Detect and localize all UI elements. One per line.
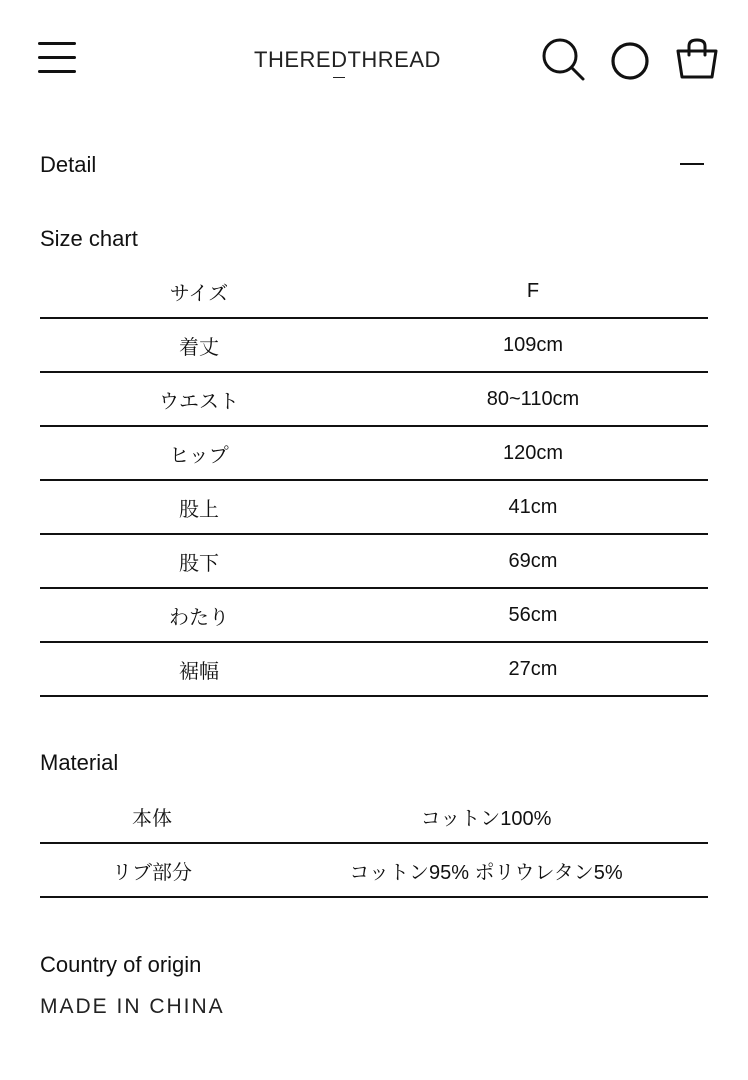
table-row: [40, 373, 708, 427]
table-row: [40, 266, 708, 319]
material-table: [40, 790, 708, 898]
size-value-cell: F: [526, 280, 540, 302]
hamburger-menu-icon[interactable]: [38, 40, 78, 74]
size-label-cell: サイズ: [169, 283, 229, 305]
size-value-cell: 56cm: [508, 603, 558, 626]
material-label-cell: 本体: [132, 807, 172, 830]
material-heading: Material: [40, 750, 119, 775]
table-row: [40, 535, 708, 589]
logo-text-suffix: THREAD: [347, 47, 441, 72]
minus-icon[interactable]: [680, 163, 704, 165]
material-value-cell: コットン95% ポリウレタン5%: [349, 861, 623, 884]
table-row: [40, 844, 708, 898]
table-row: [40, 481, 708, 535]
size-label-cell: ウエスト: [159, 390, 239, 413]
shopping-bag-icon[interactable]: [674, 37, 720, 81]
size-label-cell: 裾幅: [179, 660, 219, 683]
account-circle-icon[interactable]: [609, 40, 651, 82]
site-logo[interactable]: [254, 47, 494, 77]
size-value-cell: 120cm: [502, 441, 564, 464]
country-of-origin-value: MADE IN CHINA: [40, 995, 225, 1018]
search-icon[interactable]: [540, 36, 586, 82]
size-label-cell: わたり: [169, 606, 229, 629]
table-row: [40, 427, 708, 481]
detail-heading: Detail: [40, 152, 97, 177]
size-label-cell: 股上: [179, 498, 219, 521]
size-value-cell: 80~110cm: [486, 387, 580, 410]
size-label-cell: 股下: [179, 552, 219, 575]
size-value-cell: 27cm: [508, 657, 558, 680]
size-value-cell: 109cm: [502, 333, 564, 356]
size-label-cell: ヒップ: [169, 444, 229, 467]
site-header: [0, 0, 748, 115]
size-label-cell: 着丈: [179, 336, 219, 359]
material-label-cell: リブ部分: [112, 861, 192, 884]
country-of-origin-heading: Country of origin: [40, 952, 202, 977]
table-row: [40, 319, 708, 373]
material-value-cell: コットン100%: [420, 807, 552, 830]
table-row: [40, 790, 708, 844]
size-value-cell: 69cm: [508, 549, 558, 572]
logo-text-prefix: THERE: [254, 47, 332, 72]
size-chart-heading: Size chart: [40, 226, 138, 251]
table-row: [40, 589, 708, 643]
size-chart-table: [40, 266, 708, 697]
logo-text-d: D: [331, 47, 348, 72]
table-row: [40, 643, 708, 697]
size-value-cell: 41cm: [508, 495, 558, 518]
